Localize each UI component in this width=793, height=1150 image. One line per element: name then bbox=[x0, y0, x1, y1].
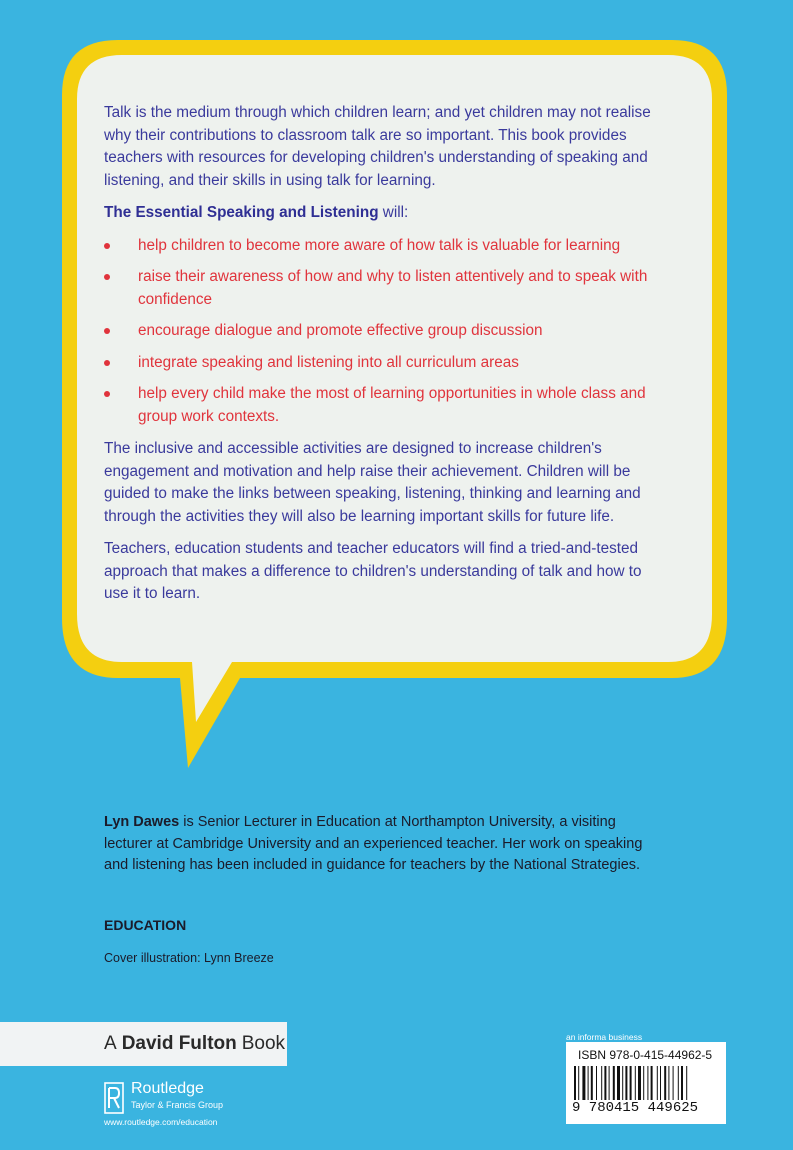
illustration-credit: Cover illustration: Lynn Breeze bbox=[104, 951, 274, 965]
list-item: help every child make the most of learning opportunities in whole class and group work contexts. bbox=[104, 383, 669, 428]
barcode-panel bbox=[566, 1042, 726, 1124]
bullet-icon bbox=[104, 243, 110, 249]
barcode-icon bbox=[574, 1066, 718, 1100]
author-bio bbox=[104, 812, 664, 877]
author-name: Lyn Dawes bbox=[104, 814, 180, 830]
list-item: raise their awareness of how and why to listen attentively and to speak with confidence bbox=[104, 266, 669, 311]
imprint-prefix: A bbox=[104, 1033, 117, 1054]
barcode-digits: 9 780415 449625 bbox=[572, 1100, 699, 1116]
category-label: EDUCATION bbox=[104, 917, 187, 933]
bullet-icon bbox=[104, 274, 110, 280]
bullet-icon bbox=[104, 360, 110, 366]
imprint-banner bbox=[0, 1022, 287, 1066]
routledge-logo-icon bbox=[104, 1082, 124, 1114]
informa-tagline: an informa business bbox=[566, 1032, 643, 1042]
publisher-url: www.routledge.com/education bbox=[104, 1117, 218, 1127]
intro-paragraph: Talk is the medium through which children learn; and yet children may not realise why their contributions to classroom talk are so important. This book provides teachers with resources for developing children's understanding of speaking and listening, and their skills in using talk for learning. bbox=[104, 104, 651, 189]
book-title: The Essential Speaking and Listening bbox=[104, 204, 379, 221]
publisher-group: Taylor & Francis Group bbox=[131, 1100, 224, 1110]
bullet-icon bbox=[104, 328, 110, 334]
list-item: help children to become more aware of how talk is valuable for learning bbox=[104, 235, 669, 258]
author-bio-text: is Senior Lecturer in Education at Northampton University, a visiting lecturer at Cambridge University and an experienced teacher. Her work on speaking and listening has been included in guidance for teachers by the National Strategies. bbox=[104, 814, 643, 873]
list-item: integrate speaking and listening into all curriculum areas bbox=[104, 352, 669, 375]
bubble-text bbox=[104, 102, 669, 616]
audience-paragraph: Teachers, education students and teacher educators will find a tried-and-tested approach that makes a difference to children's understanding of talk and how to use it to learn. bbox=[104, 540, 642, 602]
bullet-icon bbox=[104, 391, 110, 397]
activities-paragraph: The inclusive and accessible activities are designed to increase children's engagement and motivation and help raise their achievement. Children will be guided to make the links between speaking, listening, thinking and learning and through the activities they will also be learning important skills for future life. bbox=[104, 440, 641, 525]
imprint-brand: David Fulton bbox=[121, 1033, 237, 1054]
lead-line bbox=[104, 202, 669, 225]
publisher-name: Routledge bbox=[131, 1080, 204, 1097]
benefit-list bbox=[104, 235, 669, 429]
isbn-text: ISBN 978-0-415-44962-5 bbox=[578, 1048, 713, 1062]
imprint-suffix: Book bbox=[241, 1033, 286, 1054]
lead-suffix: will: bbox=[378, 204, 409, 221]
list-item: encourage dialogue and promote effective group discussion bbox=[104, 320, 669, 343]
